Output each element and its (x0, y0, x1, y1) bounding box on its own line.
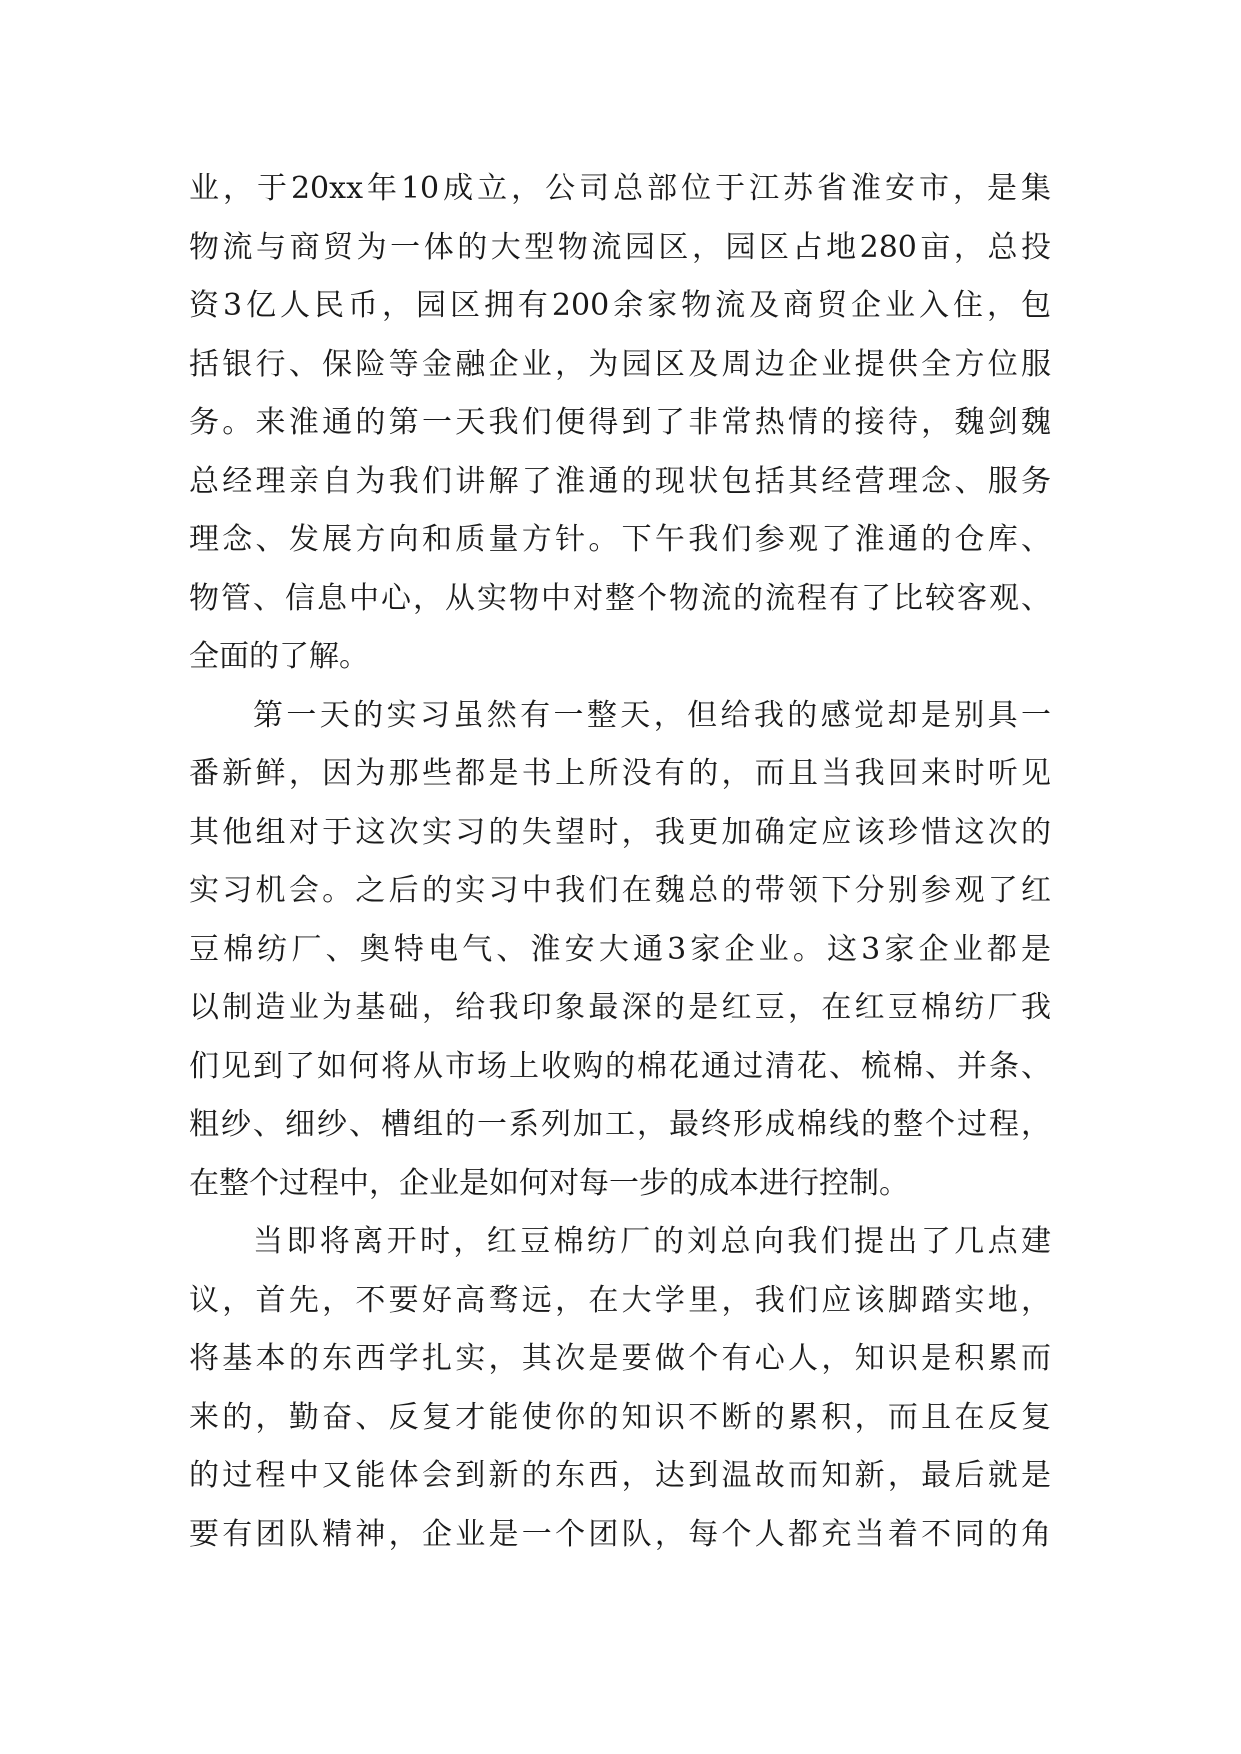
text-line: 粗纱、细纱、槽组的一系列加工，最终形成棉线的整个过程， (189, 1107, 1051, 1142)
text-line: 番新鲜，因为那些都是书上所没有的，而且当我回来时听见 (189, 756, 1051, 791)
text-line: 务。来淮通的第一天我们便得到了非常热情的接待，魏剑魏 (189, 405, 1051, 440)
text-line: 要有团队精神，企业是一个团队，每个人都充当着不同的角 (189, 1516, 1051, 1552)
text-line: 以制造业为基础，给我印象最深的是红豆，在红豆棉纺厂我 (189, 990, 1051, 1025)
paragraph-2 (189, 687, 1051, 1214)
text-line: 议，首先，不要好高骛远，在大学里，我们应该脚踏实地， (189, 1282, 1051, 1318)
text-line: 豆棉纺厂、奥特电气、淮安大通3家企业。这3家企业都是 (189, 931, 1051, 967)
text-line: 在整个过程中，企业是如何对每一步的成本进行控制。 (189, 1165, 909, 1201)
text-line: 理念、发展方向和质量方针。下午我们参观了淮通的仓库、 (189, 522, 1051, 557)
text-line: 们见到了如何将从市场上收购的棉花通过清花、梳棉、并条、 (189, 1048, 1051, 1084)
text-line: 其他组对于这次实习的失望时，我更加确定应该珍惜这次的 (189, 814, 1051, 850)
text-line: 来的，勤奋、反复才能使你的知识不断的累积，而且在反复 (189, 1399, 1051, 1435)
text-line: 全面的了解。 (189, 639, 369, 674)
text-line: 当即将离开时，红豆棉纺厂的刘总向我们提出了几点建 (253, 1224, 1051, 1259)
text-line: 实习机会。之后的实习中我们在魏总的带领下分别参观了红 (189, 873, 1051, 908)
text-line: 物管、信息中心，从实物中对整个物流的流程有了比较客观、 (189, 580, 1051, 616)
text-line: 括银行、保险等金融企业，为园区及周边企业提供全方位服 (189, 346, 1051, 382)
text-line: 总经理亲自为我们讲解了淮通的现状包括其经营理念、服务 (189, 463, 1051, 499)
text-line: 物流与商贸为一体的大型物流园区，园区占地280亩，总投 (189, 229, 1051, 265)
text-line: 的过程中又能体会到新的东西，达到温故而知新，最后就是 (189, 1458, 1051, 1493)
text-line: 将基本的东西学扎实，其次是要做个有心人，知识是积累而 (189, 1341, 1051, 1376)
paragraph-3 (189, 1213, 1051, 1564)
paragraph-1 (189, 160, 1051, 687)
text-line: 业，于20xx年10成立，公司总部位于江苏省淮安市，是集 (189, 171, 1051, 206)
document-body (189, 160, 1051, 1564)
text-line: 第一天的实习虽然有一整天，但给我的感觉却是别具一 (253, 697, 1051, 733)
text-line: 资3亿人民币，园区拥有200余家物流及商贸企业入住，包 (189, 288, 1051, 323)
